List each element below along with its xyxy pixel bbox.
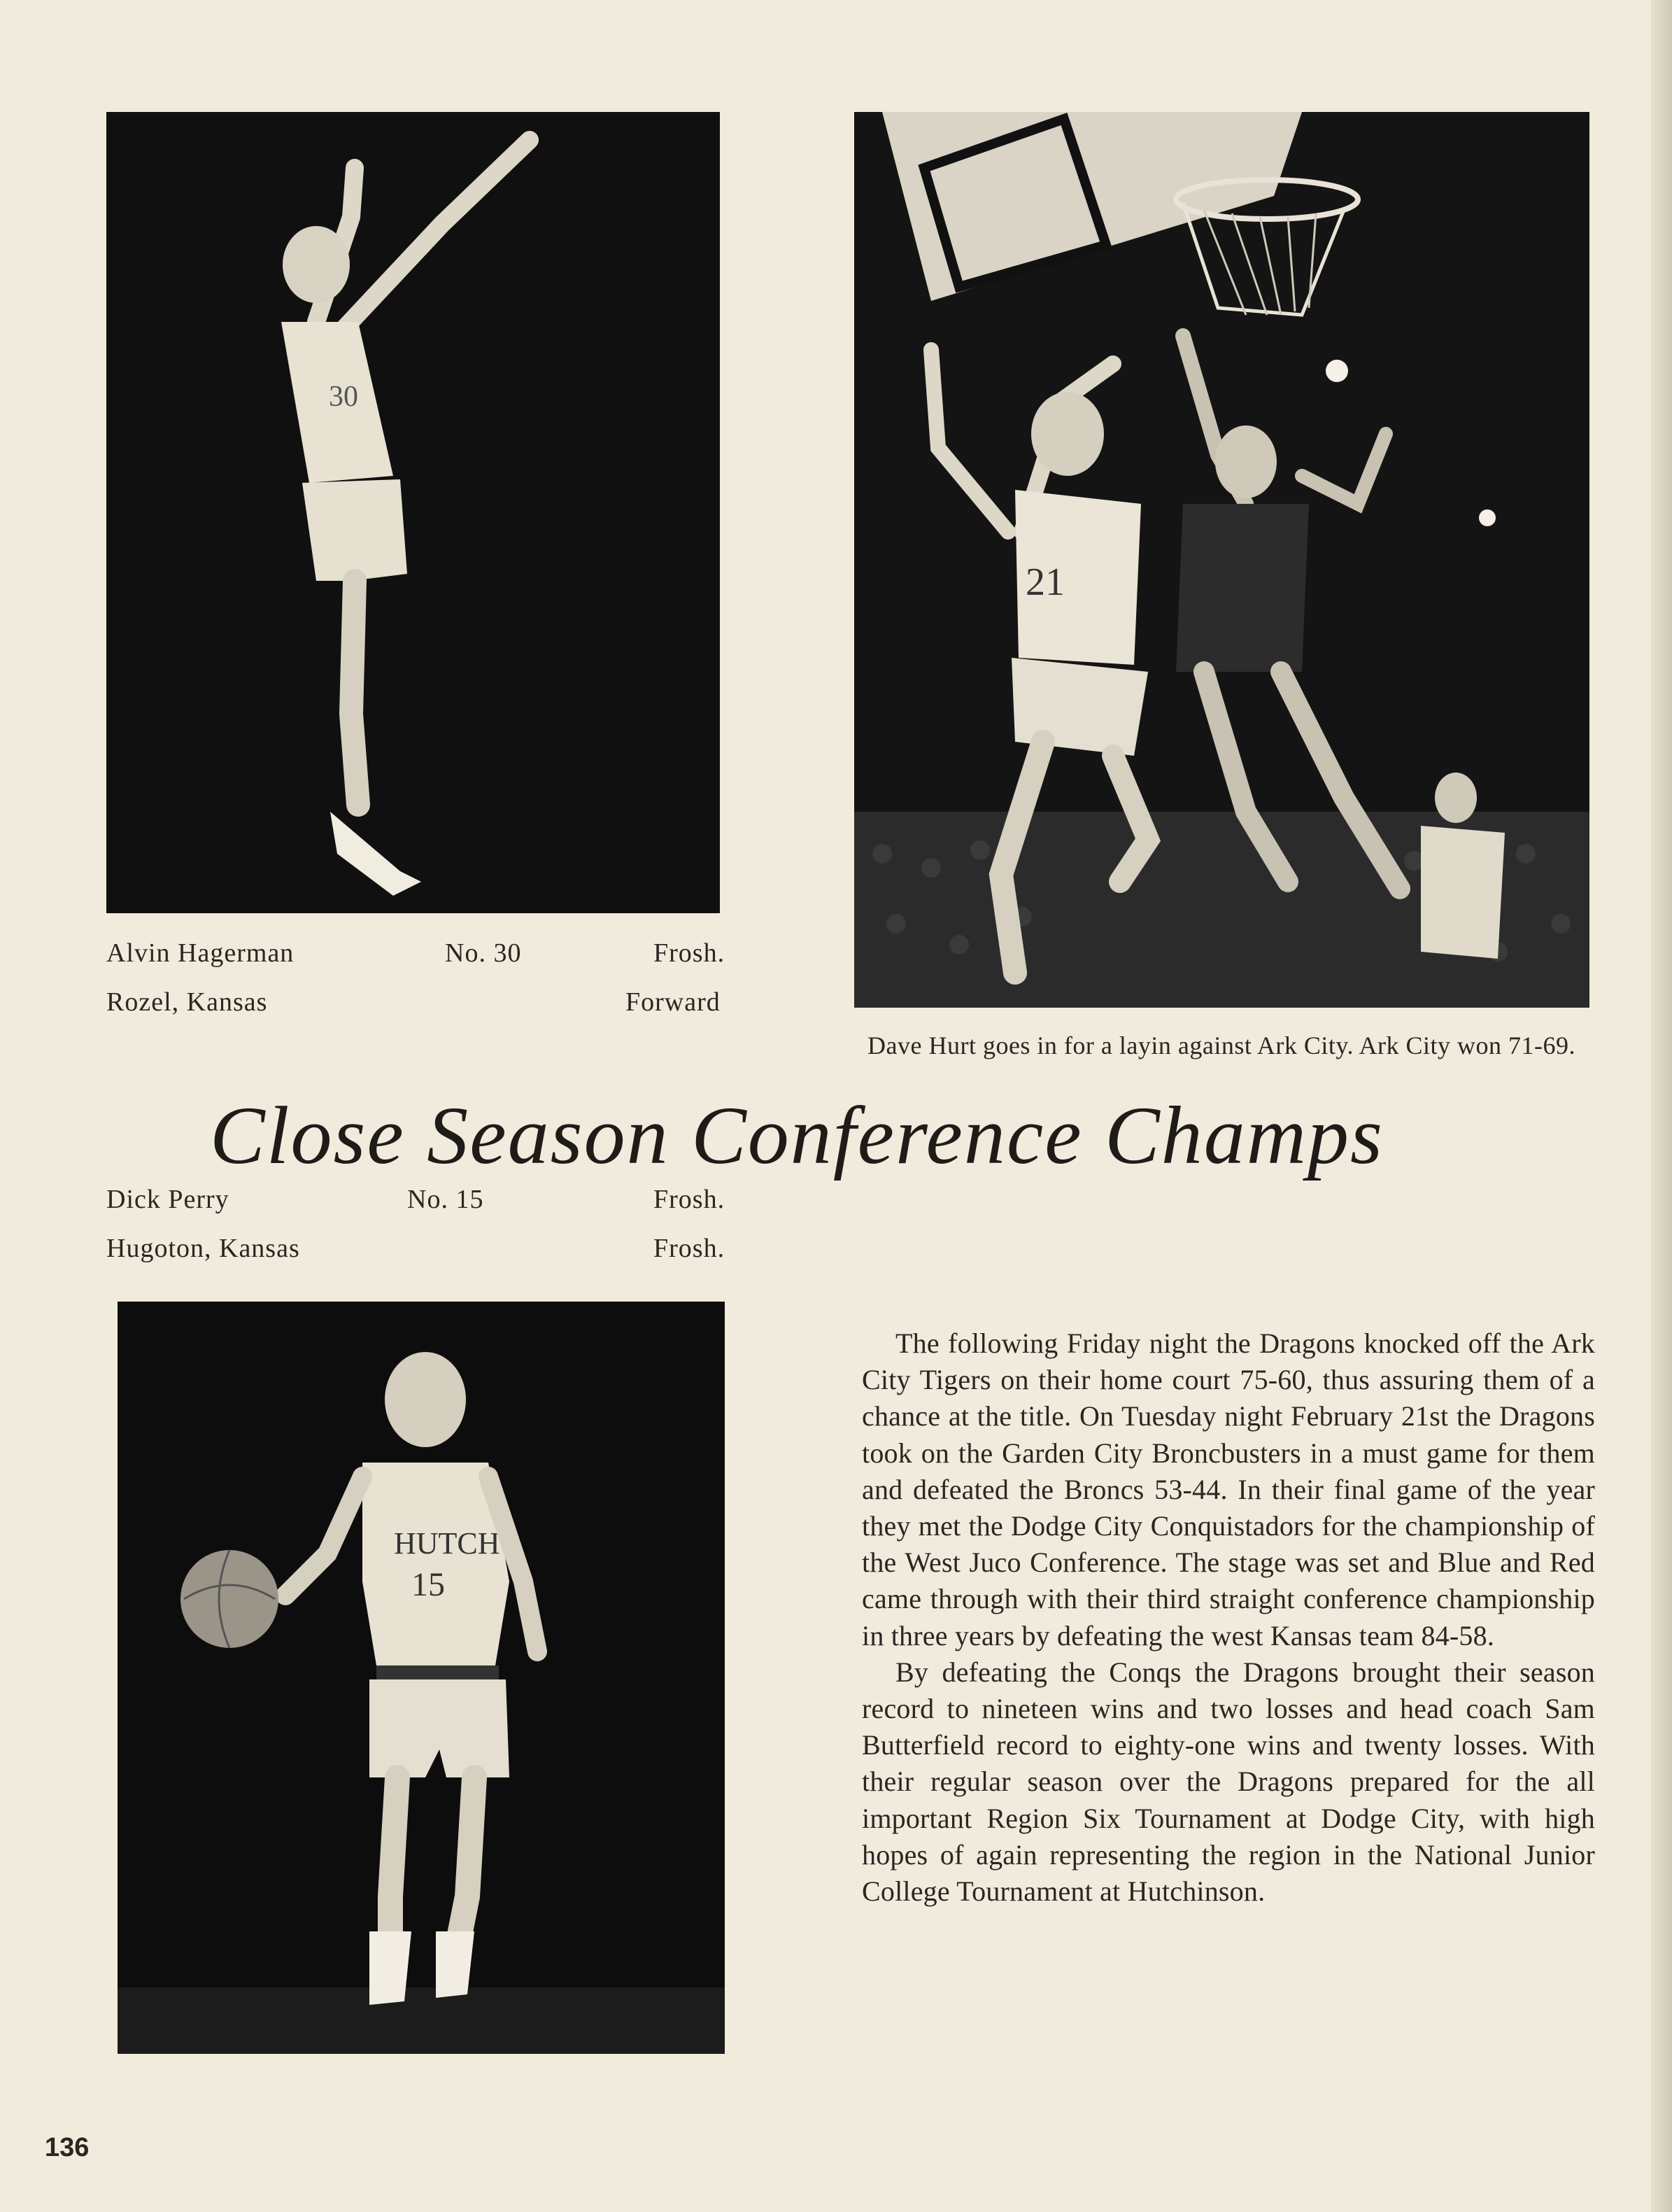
page-edge <box>1651 0 1672 2212</box>
photo-hagerman-jump-shot <box>106 112 720 913</box>
player-1-name: Alvin Hagerman <box>106 938 295 968</box>
jersey-text-hutch: HUTCH <box>394 1526 500 1561</box>
perry-figure-illustration <box>118 1302 725 2054</box>
player-2-class: Frosh. <box>653 1185 725 1214</box>
player-1-hometown: Rozel, Kansas <box>106 987 268 1017</box>
jersey-text-21: 21 <box>1026 561 1065 604</box>
layin-photo-caption: Dave Hurt goes in for a layin against Ark City. Ark City won 71-69. <box>867 1031 1576 1059</box>
layin-scene-illustration <box>854 112 1589 1008</box>
photo-perry-dribbling <box>118 1302 725 2054</box>
jersey-text-15: 15 <box>411 1566 445 1603</box>
player-2-position: Frosh. <box>653 1234 725 1263</box>
player-1-class: Frosh. <box>653 938 725 968</box>
player-2-number: No. 15 <box>407 1185 484 1214</box>
photo-dave-hurt-layin <box>854 112 1589 1008</box>
article-headline: Close Season Conference Champs <box>210 1090 1384 1181</box>
player-1-number: No. 30 <box>445 938 522 968</box>
article-paragraph-1: The following Friday night the Dragons knocked off the Ark City Tigers on their home court 75-60, thus assuring them of a chance at the title. On Tuesday night February 21st the Dragons took on the Garden City Broncbusters in a must game for them and defeated the Broncs 53-44. In their final game of the year they met the Dodge City Conquistadors for the championship of the West Juco Conference. The stage was set and Blue and Red came through with their third straight conference championship in three years by defeating the west Kansas team 84-58. <box>862 1327 1595 1651</box>
player-2-hometown: Hugoton, Kansas <box>106 1234 300 1263</box>
player-1-position: Forward <box>625 987 721 1017</box>
page-number: 136 <box>45 2133 90 2162</box>
article-body <box>862 1325 1595 1910</box>
jersey-text-30: 30 <box>329 381 358 413</box>
article-paragraph-2: By defeating the Conqs the Dragons brought their season record to nineteen wins and two losses and head coach Sam Butterfield record to eighty-one wins and twenty losses. With their regular season over the Dragons prepared for the all important Region Six Tournament at Dodge City, with high hopes of again representing the region in the National Junior College Tournament at Hutchinson. <box>862 1656 1595 1908</box>
hagerman-figure-illustration <box>106 112 720 913</box>
player-2-name: Dick Perry <box>106 1185 229 1214</box>
